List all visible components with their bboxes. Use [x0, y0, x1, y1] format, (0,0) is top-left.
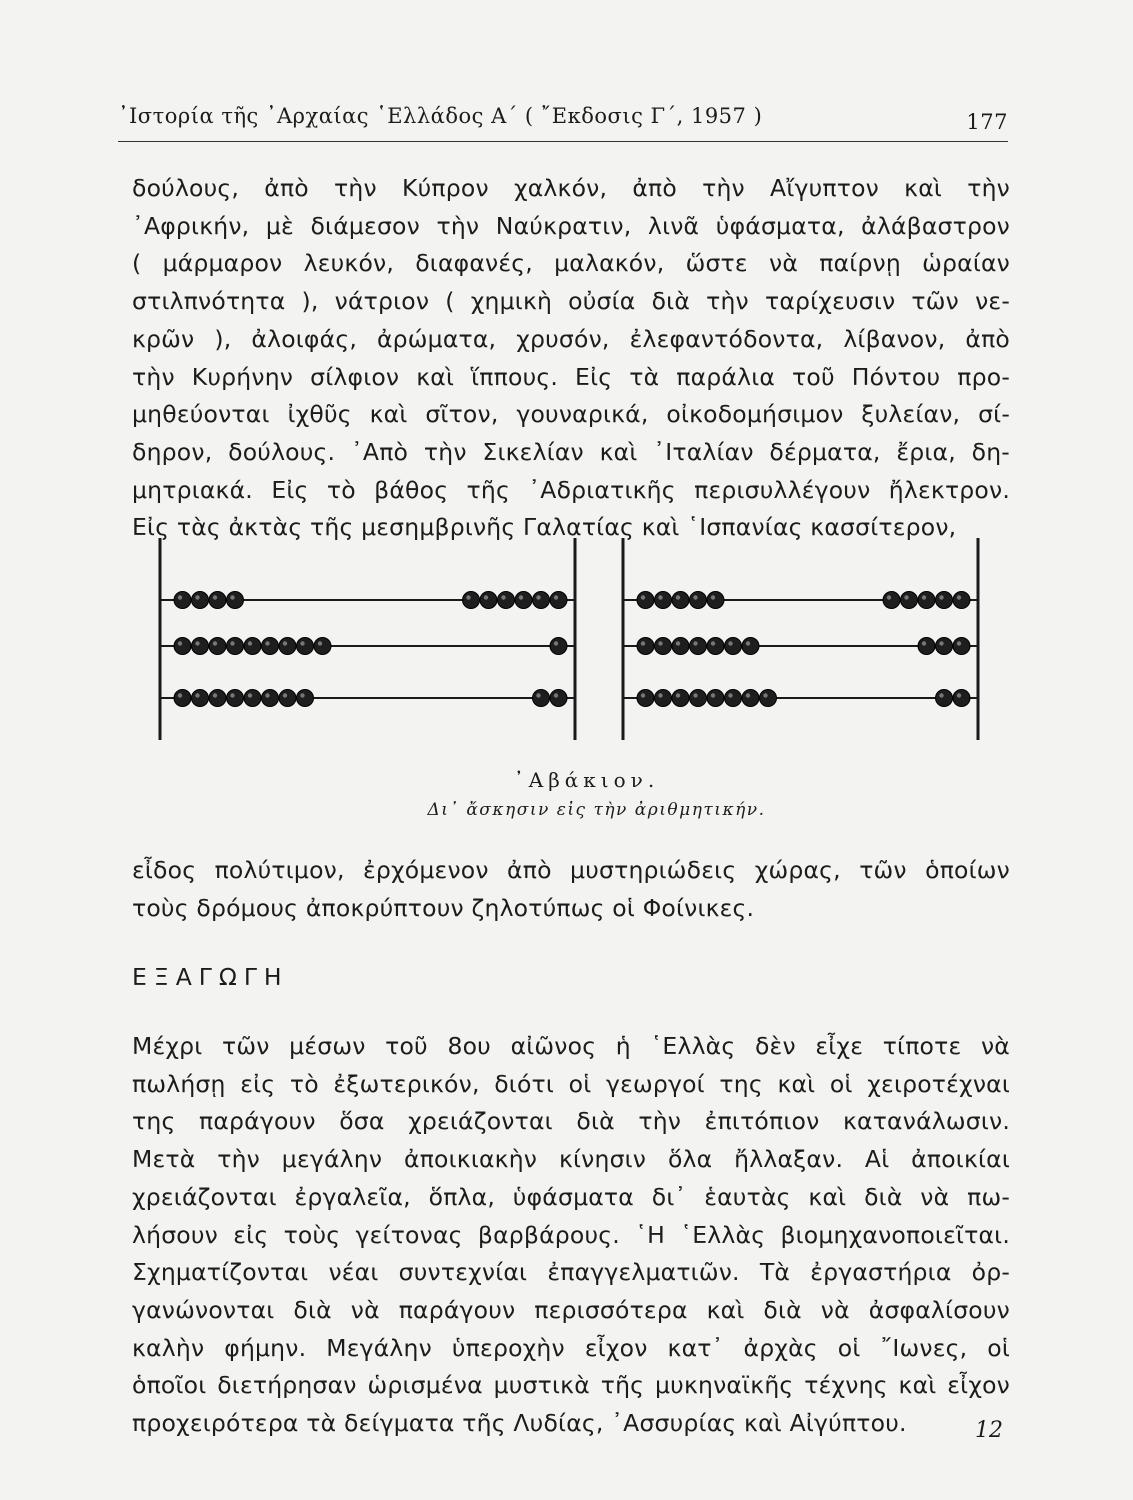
bead-highlight — [230, 693, 234, 697]
bead-highlight — [957, 595, 961, 599]
abacus-bead — [227, 690, 244, 707]
abacus-bead — [637, 638, 654, 655]
bead-highlight — [230, 595, 234, 599]
bead-highlight — [300, 641, 304, 645]
bead-highlight — [248, 693, 252, 697]
abacus-bead — [725, 638, 742, 655]
bead-highlight — [711, 693, 715, 697]
bead-highlight — [248, 641, 252, 645]
abacus-bead — [707, 638, 724, 655]
abacus-bead — [953, 638, 970, 655]
bead-highlight — [693, 693, 697, 697]
bead-highlight — [957, 641, 961, 645]
paragraph-1 — [132, 170, 1010, 547]
abacus-bead — [550, 690, 567, 707]
text-line: εἶδος πολύτιμον, ἐρχόμενον ἀπὸ μυστηριώδεις χώρας, τῶν ὁποίων — [132, 856, 1010, 884]
paragraph-3 — [132, 1028, 1010, 1443]
bead-highlight — [265, 693, 269, 697]
abacus-bead — [279, 638, 296, 655]
abacus-bead — [655, 690, 672, 707]
bead-highlight — [195, 641, 199, 645]
bead-highlight — [957, 693, 961, 697]
bead-highlight — [536, 595, 540, 599]
abacus-bead — [209, 592, 226, 609]
abacus-bead — [918, 592, 935, 609]
bead-highlight — [922, 595, 926, 599]
abacus-bead — [174, 690, 191, 707]
abacus-bead — [707, 690, 724, 707]
text-line: Σχηματίζονται νέαι συντεχνίαι ἐπαγγελματιῶν. Τὰ ἐργαστήρια ὀρ- — [132, 1258, 1010, 1287]
bead-highlight — [711, 641, 715, 645]
abacus-bead — [498, 592, 515, 609]
bead-highlight — [195, 595, 199, 599]
figure-caption-title: ᾿Αβάκιον. — [513, 768, 660, 792]
text-line: μηθεύονται ἰχθῦς καὶ σῖτον, γουναρικά, οἰκοδομήσιμον ξυλείαν, σί- — [132, 400, 1010, 429]
bead-highlight — [939, 641, 943, 645]
abacus-bead — [209, 690, 226, 707]
bead-highlight — [536, 693, 540, 697]
abacus-bead — [936, 592, 953, 609]
left-abacus — [160, 538, 575, 740]
bead-highlight — [887, 595, 891, 599]
bead-highlight — [676, 693, 680, 697]
abacus-bead — [742, 690, 759, 707]
text-line: δούλους, ἀπὸ τὴν Κύπρον χαλκόν, ἀπὸ τὴν Αἴγυπτον καὶ τὴν — [132, 174, 1010, 202]
abacus-bead — [672, 638, 689, 655]
bead-highlight — [641, 641, 645, 645]
bead-highlight — [693, 641, 697, 645]
section-heading: ΕΞΑΓΩΓΗ — [132, 963, 289, 991]
bead-highlight — [641, 693, 645, 697]
text-line: στιλπνότητα ), νάτριον ( χημικὴ οὐσία διὰ τὴν ταρίχευσιν τῶν νε- — [132, 287, 1010, 316]
abacus-bead — [936, 638, 953, 655]
text-line: ( μάρμαρον λευκόν, διαφανές, μαλακόν, ὥστε νὰ παίρνῃ ὡραίαν — [132, 249, 1010, 278]
abacus-bead — [637, 690, 654, 707]
text-line: της παράγουν ὅσα χρειάζονται διὰ τὴν ἐπιτόπιον κατανάλωσιν. — [132, 1107, 1010, 1136]
text-line: προχειρότερα τὰ δείγματα τῆς Λυδίας, ᾿Ασσυρίας καὶ Αἰγύπτου. — [132, 1409, 907, 1438]
bead-highlight — [213, 641, 217, 645]
bead-highlight — [746, 641, 750, 645]
text-line: Μετὰ τὴν μεγάλην ἀποικιακὴν κίνησιν ὅλα ἤλλαξαν. Αἱ ἀποικίαι — [132, 1145, 1010, 1174]
abacus-bead — [244, 638, 261, 655]
text-line: καλὴν φήμην. Μεγάλην ὑπεροχὴν εἶχον κατ᾿ ἀρχὰς οἱ ῎Ιωνες, οἱ — [132, 1333, 1010, 1362]
abacus-bead — [550, 638, 567, 655]
header-rule — [118, 141, 1008, 142]
bead-highlight — [554, 693, 558, 697]
abacus-bead — [297, 638, 314, 655]
abacus-bead — [533, 690, 550, 707]
abacus-bead — [192, 638, 209, 655]
figure-caption-subtitle: Δι᾿ ἄσκησιν εἰς τὴν ἀριθμητικήν. — [427, 800, 766, 820]
abacus-bead — [901, 592, 918, 609]
bead-highlight — [763, 693, 767, 697]
abacus-bead — [953, 592, 970, 609]
bead-highlight — [213, 595, 217, 599]
bead-highlight — [484, 595, 488, 599]
header-title: ᾿Ιστορία τῆς ᾿Αρχαίας ῾Ελλάδος Α΄ ( ῎Εκδοσις Γ΄, 1957 ) — [118, 104, 763, 128]
bead-highlight — [746, 693, 750, 697]
bead-highlight — [318, 641, 322, 645]
bead-highlight — [641, 595, 645, 599]
bead-highlight — [658, 693, 662, 697]
bead-highlight — [501, 595, 505, 599]
abacus-bead — [690, 592, 707, 609]
abacus-bead — [672, 690, 689, 707]
abacus-bead — [883, 592, 900, 609]
abacus-bead — [297, 690, 314, 707]
abacus-bead — [725, 690, 742, 707]
abacus-bead — [918, 638, 935, 655]
abacus-bead — [936, 690, 953, 707]
abacus-bead — [742, 638, 759, 655]
text-line: κρῶν ), ἀλοιφάς, ἀρώματα, χρυσόν, ἐλεφαντόδοντα, λίβανον, ἀπὸ — [132, 324, 1010, 353]
abacus-bead — [655, 638, 672, 655]
abacus-bead — [760, 690, 777, 707]
abacus-bead — [279, 690, 296, 707]
bead-highlight — [265, 641, 269, 645]
text-line: τοὺς δρόμους ἀποκρύπτουν ζηλοτύπως οἱ Φοίνικες. — [132, 893, 755, 922]
bead-highlight — [676, 641, 680, 645]
text-line: Μέχρι τῶν μέσων τοῦ 8ου αἰῶνος ἡ ῾Ελλὰς δὲν εἶχε τίποτε νὰ — [132, 1032, 1010, 1060]
text-line: μητριακά. Εἰς τὸ βάθος τῆς ᾿Αδριατικῆς περισυλλέγουν ἤλεκτρον. — [132, 475, 1010, 504]
bead-highlight — [283, 641, 287, 645]
bead-highlight — [519, 595, 523, 599]
abacus-bead — [227, 592, 244, 609]
bead-highlight — [728, 693, 732, 697]
right-abacus — [623, 538, 978, 740]
bead-highlight — [939, 595, 943, 599]
abacus-bead — [707, 592, 724, 609]
bead-highlight — [693, 595, 697, 599]
bead-highlight — [230, 641, 234, 645]
sheet-number: 12 — [975, 1418, 1003, 1443]
bead-highlight — [711, 595, 715, 599]
text-line: πωλήσῃ εἰς τὸ ἐξωτερικόν, διότι οἱ γεωργοί της καὶ οἱ χειροτέχναι — [132, 1069, 1010, 1098]
abacus-bead — [262, 690, 279, 707]
abacus-bead — [515, 592, 532, 609]
abacus-bead — [480, 592, 497, 609]
abacus-bead — [209, 638, 226, 655]
bead-highlight — [922, 641, 926, 645]
bead-highlight — [728, 641, 732, 645]
text-line: τὴν Κυρήνην σίλφιον καὶ ἵππους. Εἰς τὰ παράλια τοῦ Πόντου προ- — [132, 362, 1010, 391]
text-line: Εἰς τὰς ἀκτὰς τῆς μεσημβρινῆς Γαλατίας καὶ ῾Ισπανίας κασσίτερον, — [132, 513, 957, 542]
abacus-bead — [463, 592, 480, 609]
bead-highlight — [195, 693, 199, 697]
abacus-bead — [672, 592, 689, 609]
bead-highlight — [554, 595, 558, 599]
abacus-bead — [637, 592, 654, 609]
bead-highlight — [300, 693, 304, 697]
bead-highlight — [213, 693, 217, 697]
text-line: ὁποῖοι διετήρησαν ὡρισμένα μυστικὰ τῆς μυκηναϊκῆς τέχνης καὶ εἶχον — [132, 1371, 1010, 1400]
abacus-bead — [174, 592, 191, 609]
abacus-bead — [227, 638, 244, 655]
bead-highlight — [904, 595, 908, 599]
text-line: δηρον, δούλους. ᾿Απὸ τὴν Σικελίαν καὶ ᾿Ιταλίαν δέρματα, ἔρια, δη- — [132, 437, 1010, 466]
bead-highlight — [178, 693, 182, 697]
abacus-bead — [550, 592, 567, 609]
abacus-bead — [192, 690, 209, 707]
abacus-bead — [262, 638, 279, 655]
page-number: 177 — [966, 110, 1008, 134]
bead-highlight — [178, 595, 182, 599]
bead-highlight — [554, 641, 558, 645]
bead-highlight — [466, 595, 470, 599]
abacus-bead — [953, 690, 970, 707]
bead-highlight — [283, 693, 287, 697]
bead-highlight — [676, 595, 680, 599]
text-line: γανώνονται διὰ νὰ παράγουν περισσότερα καὶ διὰ νὰ ἀσφαλίσουν — [132, 1295, 1010, 1324]
paragraph-2 — [132, 852, 1010, 927]
abacus-bead — [314, 638, 331, 655]
bead-highlight — [658, 641, 662, 645]
text-line: λήσουν εἰς τοὺς γείτονας βαρβάρους. ῾Η ῾Ελλὰς βιομηχανοποιεῖται. — [132, 1220, 1010, 1249]
abacus-bead — [655, 592, 672, 609]
abacus-bead — [690, 690, 707, 707]
abacus-bead — [192, 592, 209, 609]
abacus-bead — [690, 638, 707, 655]
abacus-bead — [244, 690, 261, 707]
bead-highlight — [658, 595, 662, 599]
text-line: χρειάζονται ἐργαλεῖα, ὅπλα, ὑφάσματα δι᾿ ἑαυτὰς καὶ διὰ νὰ πω- — [132, 1182, 1010, 1211]
bead-highlight — [178, 641, 182, 645]
abacus-bead — [533, 592, 550, 609]
bead-highlight — [939, 693, 943, 697]
abacus-bead — [174, 638, 191, 655]
abacus-figure — [140, 530, 1000, 745]
text-line: ᾿Αφρικήν, μὲ διάμεσον τὴν Ναύκρατιν, λινᾶ ὑφάσματα, ἀλάβαστρον — [132, 211, 1010, 240]
